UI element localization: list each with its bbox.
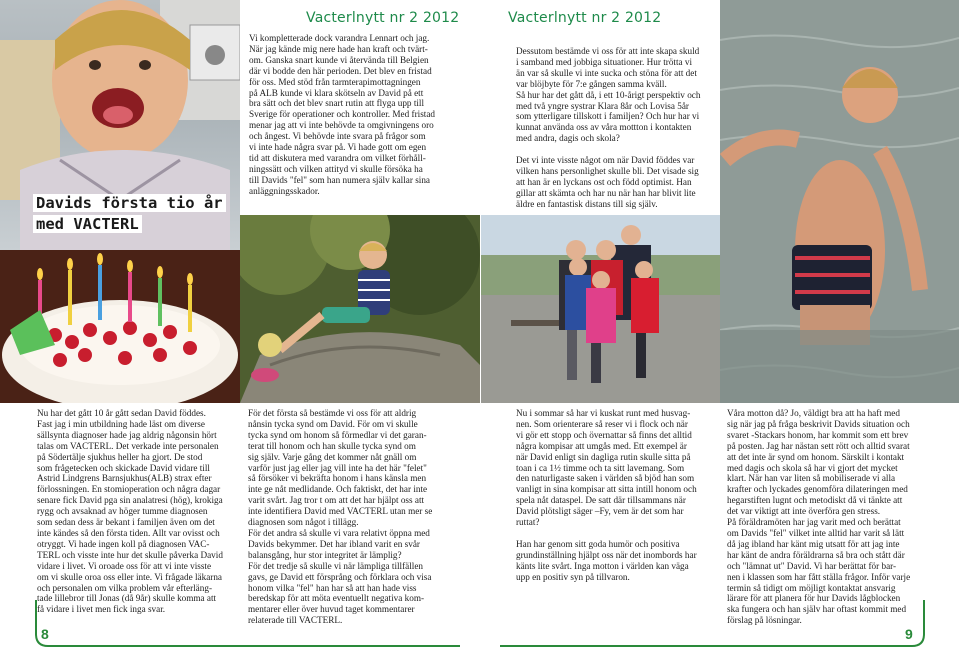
left-page-number-frame (20, 600, 460, 650)
photo-boy-on-rock (240, 215, 480, 403)
left-page-number: 8 (41, 626, 49, 642)
right-bottom-column-1: Nu i sommar så har vi kuskat runt med husvag- nen. Som orienterare så reser vi i flock och när vi gör ett stopp och övernattar så finns det alltid några kompisar att umgås med. Ett exempel är när David enligt sin dagliga rutin skulle sitta på toan i ca 1½ timme och ta sitt lavemang. Som den naturligaste saken i världen så bjöd han som vanligt in sina kompisar att sitta intill honom och spela nåt dataspel. De satt där tillsammans när David plötsligt säger –Fy, vem är det som har ruttat? Han har genom sitt goda humör och positiva grundinställning hjälpt oss när det inombords har känts lite svårt. Inga motton i världen kan väga upp en positiv syn på tillvaron. (516, 408, 697, 582)
article-title (33, 193, 238, 235)
photo-birthday-cake (0, 250, 240, 403)
photo-boy-in-water (720, 0, 959, 403)
right-top-text: Dessutom bestämde vi oss för att inte skapa skuld i samband med jobbiga situationer. Hur trötta vi än var så skulle vi inte sucka och stöna för att det var blöjbyte för 7:e gången samma kväll. Så hur har det gått då, i ett 10-årigt perspektiv och med två yngre systrar Klara 8år och Lovisa 5år som ytterligare tillskott i familjen? Och hur har vi kunnat använda oss av våra mottton i kontakten med andra, dagis och skola? Det vi inte visste något om när David föddes var vilken hans personlighet skulle bli. Det visade sig att han är en lyckans ost och född optimist. Han gillar att skämta och har nu när han har blivit lite äldre en fantastisk distans till sig själv. (516, 46, 701, 209)
right-page-number-frame (500, 600, 940, 650)
left-bottom-column-1: Nu har det gått 10 år gått sedan David föddes. Fast jag i min utbildning hade läst om diverse sällsynta diagnoser hade jag aldrig någonsin hört talas om VACTERL. Det verkade inte personalen på Södertälje sjukhus heller ha gjort. De stod som frågetecken och skickade David vidare till Astrid Lindgrens Barnsjukhus(ALB) strax efter förlossningen. En stomioperation och några dagar senare fick David pga sin analatresi (hög), krokiga rygg och avsaknad av höger tumme diagnosen som sedan dess är bekant i familjen även om det inte kändes så den första tiden. Allt var ovisst och otryggt. Vi hade ingen koll på diagnosen VAC- TERL och visste inte hur det skulle påverka David vidare i livet. Vi oroade oss för att vi inte visste om vi skulle oroa oss eller inte. Vi frågade läkarna och personalen om vilka problem vår efterläng- tade lillebror till Jonas (då 9år) skulle komma att få vidare i livet men fick inga svar. (37, 408, 223, 615)
right-page-header: Vacterlnytt nr 2 2012 (508, 10, 662, 26)
article-title-line-1: Davids första tio år (33, 194, 226, 212)
left-bottom-column-2: För det första så bestämde vi oss för att aldrig nånsin tycka synd om David. För om vi skulle tycka synd om honom så förmedlar vi det garan- terat till honom och han skulle tycka synd om sig själv. Varje gång det kommer nåt gnäll om varför just jag eller jag vill inte ha det här "felet" så försöker vi bekräfta honom i hans känsla men inte ge nåt medlidande. Och faktiskt, det har inte varit svårt. Jag tror t om att det har hjälpt oss att inte identifiera David med VACTERL utan mer se diagnosen som något i tillägg. För det andra så skulle vi vara relativt öppna med Davids bekymmer. Det har ibland varit en svår balansgång, hur stor integritet är lämplig? För det tredje så skulle vi när lämpliga tillfällen gavs, ge David ett försprång och förklara och visa honom vilka "fel" han har så att han hade viss beredskap för att möta eventuellt negativa kom- mentarer eller över huvud taget kommentarer relaterade till VACTERL. (248, 408, 433, 626)
right-page-number: 9 (905, 626, 913, 642)
left-page-header: Vacterlnytt nr 2 2012 (306, 10, 460, 26)
photo-family-group (481, 215, 720, 403)
left-top-text: Vi kompletterade dock varandra Lennart och jag. När jag kände mig nere hade han kraft och tvärt- om. Ganska snart kunde vi återvända till Belgien där vi bodde den här perioden. Det blev en fristad för oss. Med stöd från tarmterapimottagningen på ALB kunde vi klara skötseln av David på ett bra sätt och det blev snart rutin att flyga upp till Sverige för operationer och kontroller. Med fristad menar jag att vi inte behövde ta omgivningens oro och ångest. Vi behövde inte svara på frågor som vi inte hade några svar på. Vi hade gott om egen tid att diskutera med varandra om vilket förhåll- ningssätt och vilken attityd vi skulle försöka ha till Davids "fel" som han numera själv kallar sina anläggningsskador. (249, 33, 435, 196)
article-title-line-2: med VACTERL (33, 215, 142, 233)
right-bottom-column-2: Våra motton då? Jo, väldigt bra att ha haft med sig när jag på fråga beskrivit Davids situation och svaret -Stackars honom, har kommit som ett brev på posten. Jag har nästan sett rött och alltid svarat att det inte är synd om honom. Särskilt i kontakt med dagis och skola så har vi gjort det mycket klart. När han var liten så mobiliserade vi alla krafter och lyckades genomföra dilateringen med hegarstiften lugnt och metodiskt då vi tänkte att det var viktigt att inte överföra gen stress. På föräldramöten har jag varit med och berättat om Davids "fel" vilket inte alltid har varit så lätt då jag ibland har känt mig utsatt för att jag inte har känt de andra föräldrarna så bra och stått där och "lämnat ut" David. Vi har berättat för bar- nen i klassen som har fått ställa frågor. Inför varje termin så tidigt om möjligt kontaktat ansvarig lärare för att planera för hur Davids lågblocken ska fungera och han själv har oftast kommit med förslag på lösningar. (727, 408, 911, 626)
